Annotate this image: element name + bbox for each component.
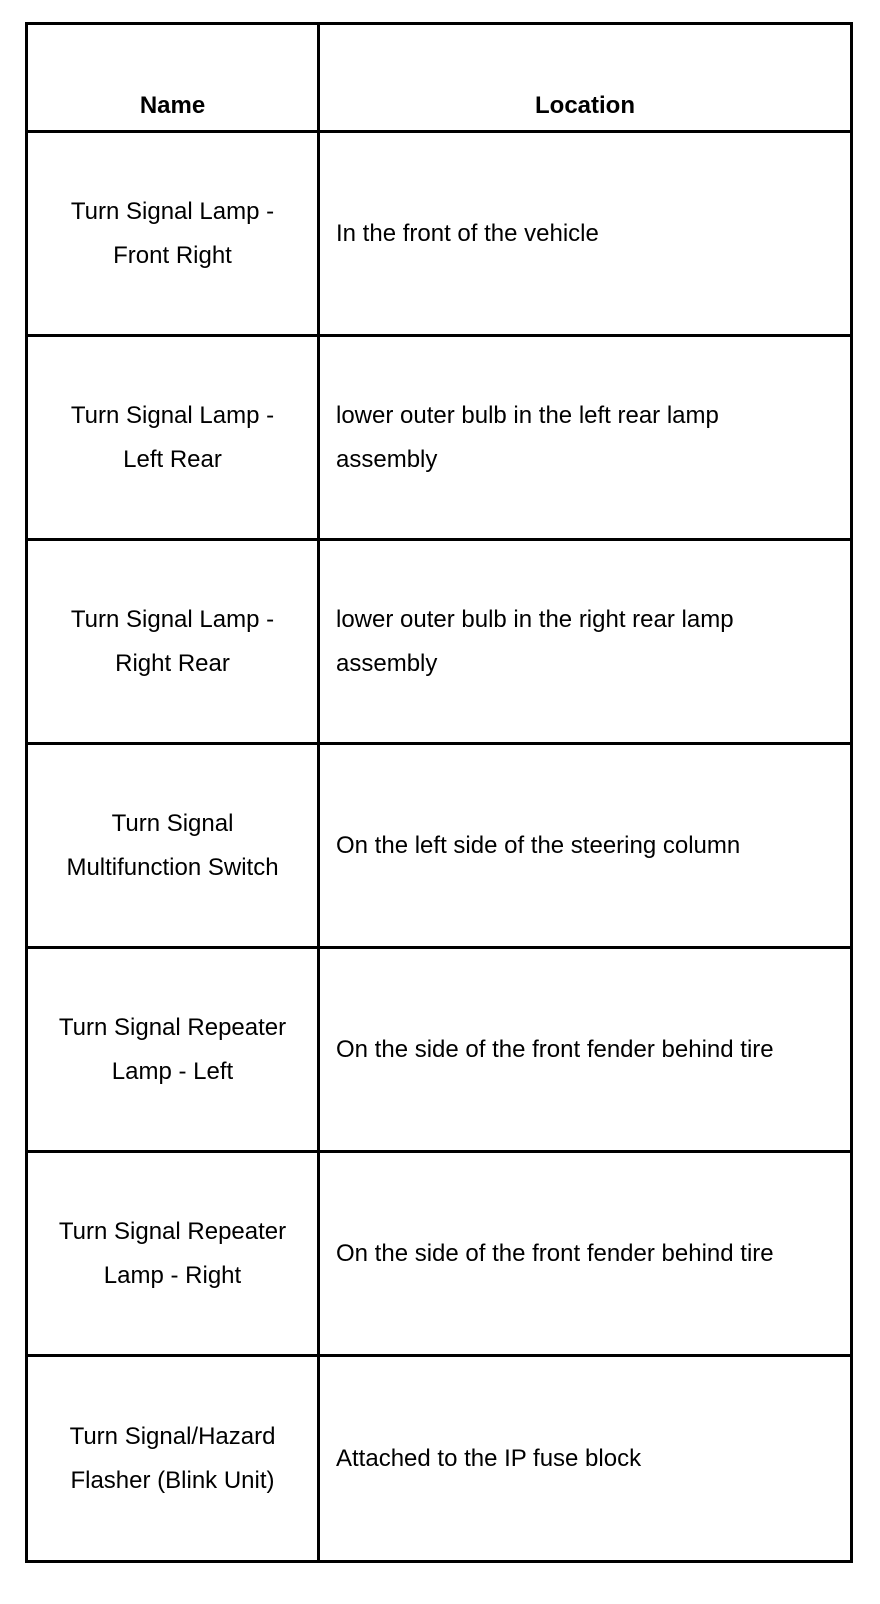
table-row (27, 132, 852, 336)
component-location-cell: lower outer bulb in the left rear lamp assembly (319, 336, 852, 540)
component-name-cell: Turn Signal/Hazard Flasher (Blink Unit) (27, 1356, 319, 1562)
component-name-cell: Turn Signal Lamp - Front Right (27, 132, 319, 336)
table-row (27, 1152, 852, 1356)
component-location-table (25, 22, 853, 1563)
component-location-cell: lower outer bulb in the right rear lamp assembly (319, 540, 852, 744)
name-column-header: Name (27, 24, 319, 132)
table-row (27, 744, 852, 948)
component-location-cell: Attached to the IP fuse block (319, 1356, 852, 1562)
table-row (27, 336, 852, 540)
component-name-cell: Turn Signal Repeater Lamp - Left (27, 948, 319, 1152)
location-column-header: Location (319, 24, 852, 132)
header-row (27, 24, 852, 132)
component-name-cell: Turn Signal Repeater Lamp - Right (27, 1152, 319, 1356)
component-name-cell: Turn Signal Multifunction Switch (27, 744, 319, 948)
table-row (27, 948, 852, 1152)
component-location-cell: On the left side of the steering column (319, 744, 852, 948)
component-location-cell: On the side of the front fender behind tire (319, 1152, 852, 1356)
component-location-cell: On the side of the front fender behind tire (319, 948, 852, 1152)
component-location-cell: In the front of the vehicle (319, 132, 852, 336)
table-row (27, 540, 852, 744)
table-row (27, 1356, 852, 1562)
component-name-cell: Turn Signal Lamp - Right Rear (27, 540, 319, 744)
component-name-cell: Turn Signal Lamp - Left Rear (27, 336, 319, 540)
